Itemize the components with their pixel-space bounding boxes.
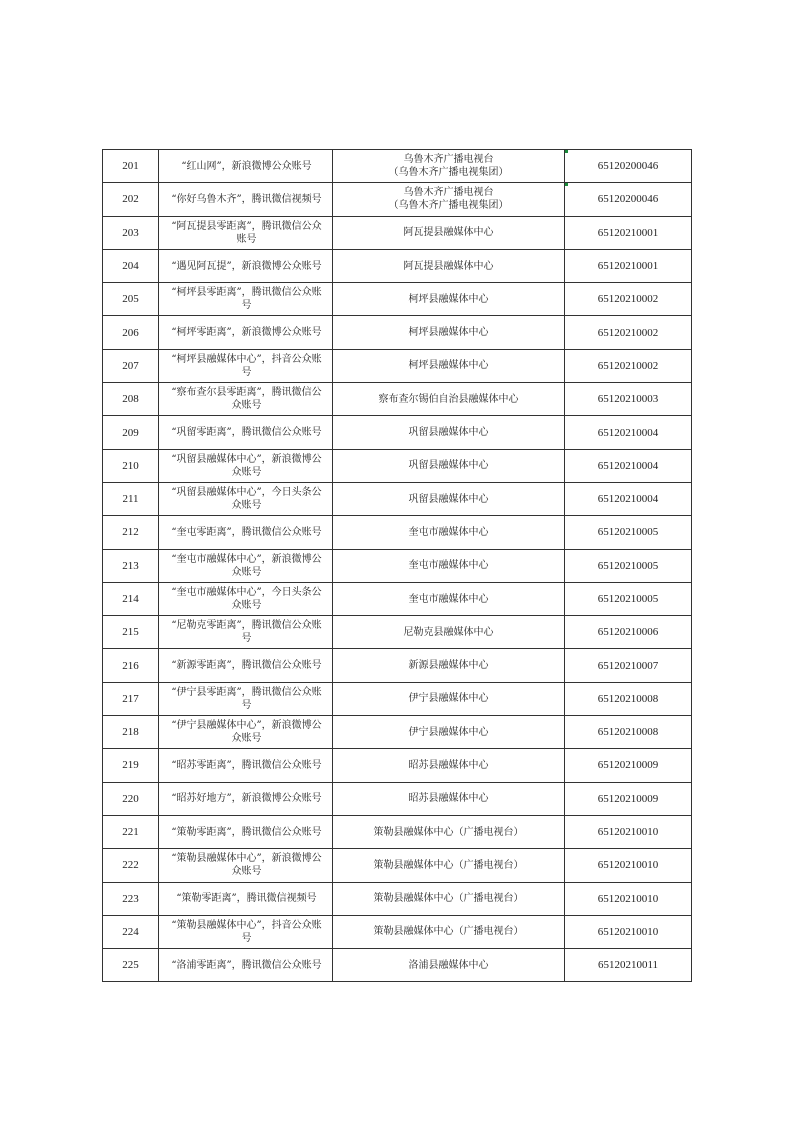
license-code: 65120210004 <box>565 482 692 515</box>
account-name: “洛浦零距离”，腾讯微信公众账号 <box>159 949 333 982</box>
account-name: “遇见阿瓦提”，新浪微博公众账号 <box>159 249 333 282</box>
organization-cell <box>333 949 565 982</box>
organization-name: 伊宁县融媒体中心 <box>408 693 489 705</box>
organization-name: 伊宁县融媒体中心 <box>408 726 489 738</box>
table-row <box>103 882 692 915</box>
organization-subname: （乌鲁木齐广播电视集团） <box>388 200 509 212</box>
row-index: 217 <box>103 682 159 715</box>
organization-name: 乌鲁木齐广播电视台 <box>403 154 494 166</box>
organization-name: 新源县融媒体中心 <box>408 660 489 672</box>
table-row <box>103 716 692 749</box>
organization-cell <box>333 150 565 183</box>
account-name: “察布查尔县零距离”，腾讯微信公众账号 <box>159 383 333 416</box>
license-code: 65120210010 <box>565 815 692 848</box>
account-name: “策勒零距离”，腾讯微信公众账号 <box>159 815 333 848</box>
organization-name: 尼勒克县融媒体中心 <box>403 626 494 638</box>
table-row <box>103 582 692 615</box>
account-name: “伊宁县融媒体中心”，新浪微博公众账号 <box>159 716 333 749</box>
organization-cell <box>333 782 565 815</box>
row-index: 204 <box>103 249 159 282</box>
row-index: 213 <box>103 549 159 582</box>
organization-name: 阿瓦提县融媒体中心 <box>403 227 494 239</box>
organization-cell <box>333 849 565 882</box>
organization-name: 柯坪县融媒体中心 <box>408 293 489 305</box>
organization-name: 策勒县融媒体中心（广播电视台） <box>373 859 524 871</box>
license-code: 65120210001 <box>565 216 692 249</box>
account-name: “阿瓦提县零距离”，腾讯微信公众账号 <box>159 216 333 249</box>
license-code: 65120210008 <box>565 682 692 715</box>
license-code: 65120210001 <box>565 249 692 282</box>
table-row <box>103 216 692 249</box>
license-code: 65120210009 <box>565 749 692 782</box>
row-index: 214 <box>103 582 159 615</box>
row-index: 216 <box>103 649 159 682</box>
organization-name: 柯坪县融媒体中心 <box>408 360 489 372</box>
account-name: “昭苏好地方”，新浪微博公众账号 <box>159 782 333 815</box>
table-row <box>103 349 692 382</box>
organization-cell <box>333 915 565 948</box>
license-code: 65120210010 <box>565 915 692 948</box>
license-code: 65120210002 <box>565 349 692 382</box>
organization-cell <box>333 416 565 449</box>
license-code: 65120210003 <box>565 383 692 416</box>
organization-cell <box>333 482 565 515</box>
organization-name: 奎屯市融媒体中心 <box>408 593 489 605</box>
organization-name: 策勒县融媒体中心（广播电视台） <box>373 893 524 905</box>
row-index: 207 <box>103 349 159 382</box>
table-row <box>103 949 692 982</box>
table-row <box>103 416 692 449</box>
license-code: 65120210006 <box>565 616 692 649</box>
license-code: 65120210011 <box>565 949 692 982</box>
organization-name: 察布查尔锡伯自治县融媒体中心 <box>378 393 519 405</box>
row-index: 208 <box>103 383 159 416</box>
organization-cell <box>333 316 565 349</box>
organization-name: 昭苏县融媒体中心 <box>408 793 489 805</box>
table-row <box>103 183 692 216</box>
row-index: 212 <box>103 516 159 549</box>
organization-cell <box>333 815 565 848</box>
license-code: 65120210009 <box>565 782 692 815</box>
account-name: “策勒零距离”，腾讯微信视频号 <box>159 882 333 915</box>
row-index: 221 <box>103 815 159 848</box>
account-name: “伊宁县零距离”，腾讯微信公众账号 <box>159 682 333 715</box>
organization-name: 巩留县融媒体中心 <box>408 493 489 505</box>
table-row <box>103 549 692 582</box>
account-name: “昭苏零距离”，腾讯微信公众账号 <box>159 749 333 782</box>
organization-cell <box>333 516 565 549</box>
organization-cell <box>333 549 565 582</box>
account-name: “策勒县融媒体中心”，新浪微博公众账号 <box>159 849 333 882</box>
organization-cell <box>333 449 565 482</box>
row-index: 210 <box>103 449 159 482</box>
account-name: “新源零距离”，腾讯微信公众账号 <box>159 649 333 682</box>
organization-cell <box>333 749 565 782</box>
row-index: 219 <box>103 749 159 782</box>
organization-name: 昭苏县融媒体中心 <box>408 759 489 771</box>
account-registry-table <box>102 149 692 982</box>
table-row <box>103 249 692 282</box>
table-row <box>103 749 692 782</box>
row-index: 215 <box>103 616 159 649</box>
table-row <box>103 682 692 715</box>
table-row <box>103 516 692 549</box>
table-row <box>103 616 692 649</box>
organization-cell <box>333 283 565 316</box>
license-code: 65120210005 <box>565 582 692 615</box>
account-name: “奎屯零距离”，腾讯微信公众账号 <box>159 516 333 549</box>
row-index: 201 <box>103 150 159 183</box>
row-index: 203 <box>103 216 159 249</box>
table-row <box>103 150 692 183</box>
organization-cell <box>333 716 565 749</box>
row-index: 211 <box>103 482 159 515</box>
row-index: 209 <box>103 416 159 449</box>
license-code: 65120210007 <box>565 649 692 682</box>
row-index: 225 <box>103 949 159 982</box>
license-code: 65120210010 <box>565 882 692 915</box>
organization-cell <box>333 649 565 682</box>
organization-cell <box>333 249 565 282</box>
row-index: 218 <box>103 716 159 749</box>
account-name: “巩留零距离”，腾讯微信公众账号 <box>159 416 333 449</box>
organization-name: 奎屯市融媒体中心 <box>408 526 489 538</box>
organization-cell <box>333 882 565 915</box>
account-name: “奎屯市融媒体中心”，新浪微博公众账号 <box>159 549 333 582</box>
license-code: 65120200046 <box>565 183 692 216</box>
license-code: 65120210010 <box>565 849 692 882</box>
account-name: “巩留县融媒体中心”，新浪微博公众账号 <box>159 449 333 482</box>
organization-name: 巩留县融媒体中心 <box>408 460 489 472</box>
organization-cell <box>333 616 565 649</box>
organization-name: 柯坪县融媒体中心 <box>408 327 489 339</box>
account-name: “柯坪县零距离”，腾讯微信公众账号 <box>159 283 333 316</box>
organization-cell <box>333 183 565 216</box>
organization-cell <box>333 216 565 249</box>
row-index: 205 <box>103 283 159 316</box>
organization-name: 策勒县融媒体中心（广播电视台） <box>373 826 524 838</box>
account-name: “柯坪零距离”，新浪微博公众账号 <box>159 316 333 349</box>
account-name: “红山网”，新浪微博公众账号 <box>159 150 333 183</box>
organization-name: 奎屯市融媒体中心 <box>408 560 489 572</box>
account-name: “奎屯市融媒体中心”，今日头条公众账号 <box>159 582 333 615</box>
row-index: 222 <box>103 849 159 882</box>
organization-subname: （乌鲁木齐广播电视集团） <box>388 167 509 179</box>
table-row <box>103 915 692 948</box>
license-code: 65120210008 <box>565 716 692 749</box>
row-index: 223 <box>103 882 159 915</box>
account-name: “你好乌鲁木齐”，腾讯微信视频号 <box>159 183 333 216</box>
organization-name: 巩留县融媒体中心 <box>408 427 489 439</box>
account-name: “策勒县融媒体中心”，抖音公众账号 <box>159 915 333 948</box>
row-index: 224 <box>103 915 159 948</box>
license-code: 65120210002 <box>565 316 692 349</box>
organization-cell <box>333 582 565 615</box>
row-index: 202 <box>103 183 159 216</box>
table-row <box>103 649 692 682</box>
license-code: 65120210005 <box>565 549 692 582</box>
table-row <box>103 815 692 848</box>
table-row <box>103 482 692 515</box>
license-code: 65120210005 <box>565 516 692 549</box>
row-index: 206 <box>103 316 159 349</box>
organization-name: 乌鲁木齐广播电视台 <box>403 187 494 199</box>
organization-cell <box>333 682 565 715</box>
license-code: 65120210004 <box>565 416 692 449</box>
table-row <box>103 283 692 316</box>
organization-cell <box>333 383 565 416</box>
account-name: “巩留县融媒体中心”，今日头条公众账号 <box>159 482 333 515</box>
organization-name: 策勒县融媒体中心（广播电视台） <box>373 926 524 938</box>
organization-name: 阿瓦提县融媒体中心 <box>403 260 494 272</box>
license-code: 65120210004 <box>565 449 692 482</box>
table-row <box>103 449 692 482</box>
table-row <box>103 782 692 815</box>
account-name: “尼勒克零距离”，腾讯微信公众账号 <box>159 616 333 649</box>
table-body <box>103 150 692 982</box>
account-name: “柯坪县融媒体中心”，抖音公众账号 <box>159 349 333 382</box>
organization-name: 洛浦县融媒体中心 <box>408 959 489 971</box>
license-code: 65120200046 <box>565 150 692 183</box>
license-code: 65120210002 <box>565 283 692 316</box>
table-row <box>103 383 692 416</box>
row-index: 220 <box>103 782 159 815</box>
organization-cell <box>333 349 565 382</box>
table-row <box>103 849 692 882</box>
table-row <box>103 316 692 349</box>
